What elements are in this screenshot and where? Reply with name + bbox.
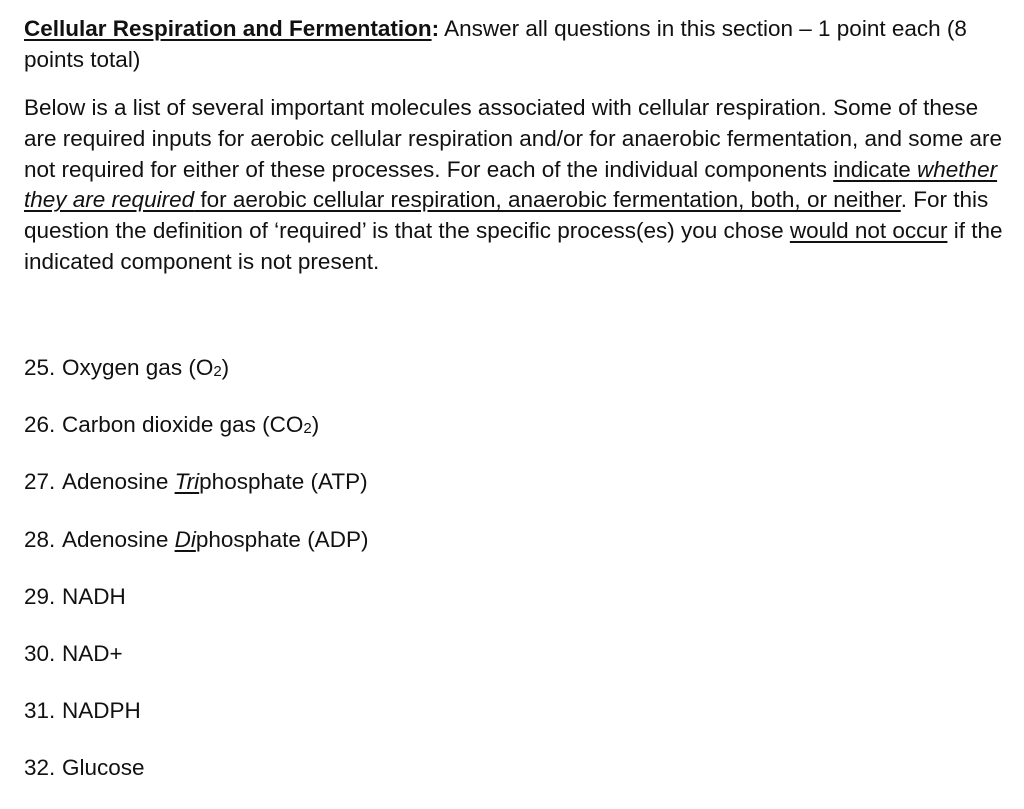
question-list	[24, 350, 368, 808]
intro-text-3: if the indicated component is not present.	[24, 218, 1003, 274]
question-number: 30.	[24, 640, 56, 666]
intro-text-2: . For this question the definition of ‘required’ is that the specific process(es) you chose	[24, 187, 989, 244]
section-title-colon: :	[431, 16, 440, 41]
question-text: Glucose	[62, 755, 145, 781]
question-subscript: 2	[303, 420, 312, 438]
question-text: NADH	[62, 583, 126, 609]
question-item	[24, 350, 368, 407]
question-text: Adenosine	[62, 526, 175, 552]
intro-underline-1-rest: for aerobic cellular respiration, anaerobic fermentation, both, or neither	[194, 187, 901, 213]
question-item	[24, 407, 368, 464]
question-item	[24, 579, 368, 636]
question-emphasis: Di	[174, 526, 196, 552]
question-number: 32.	[24, 755, 56, 781]
question-item	[24, 464, 368, 521]
question-item	[24, 636, 368, 693]
question-number: 26.	[24, 412, 56, 438]
question-emphasis: Tri	[174, 469, 200, 495]
intro-text-1: Below is a list of several important molecules associated with cellular respiration. Some of these are required inputs for aerobic cellular respiration and/or for anaerobic fermentation, and some are not required for either of these processes. For each of the individual components	[24, 95, 1003, 182]
intro-underline-italic: whether they are required	[24, 156, 998, 213]
question-subscript: 2	[213, 363, 222, 380]
section-heading	[24, 13, 1004, 75]
section-title: Cellular Respiration and Fermentation	[24, 16, 432, 41]
question-item	[24, 522, 368, 579]
question-text-end: )	[311, 412, 320, 438]
question-item	[24, 750, 368, 807]
question-text: Adenosine	[62, 469, 175, 495]
question-text: NADPH	[62, 698, 141, 724]
section-instruction: Answer all questions in this section – 1 point each (8 points total)	[24, 16, 967, 72]
question-text: Carbon dioxide gas (CO	[62, 412, 304, 438]
question-number: 27.	[24, 469, 56, 495]
question-text: Oxygen gas (O	[62, 355, 214, 380]
intro-paragraph	[24, 93, 1004, 278]
question-text: NAD+	[62, 640, 123, 666]
question-text-end: )	[221, 355, 230, 380]
question-text-end: phosphate (ADP)	[195, 526, 369, 552]
question-number: 29.	[24, 583, 56, 609]
question-item	[24, 693, 368, 750]
intro-underline-1: indicate	[833, 156, 918, 182]
question-number: 25.	[24, 355, 56, 380]
document-page	[24, 13, 1004, 278]
question-number: 28.	[24, 526, 56, 552]
intro-underline-2: would not occur	[789, 218, 948, 244]
question-number: 31.	[24, 698, 56, 724]
question-text-end: phosphate (ATP)	[199, 469, 368, 495]
